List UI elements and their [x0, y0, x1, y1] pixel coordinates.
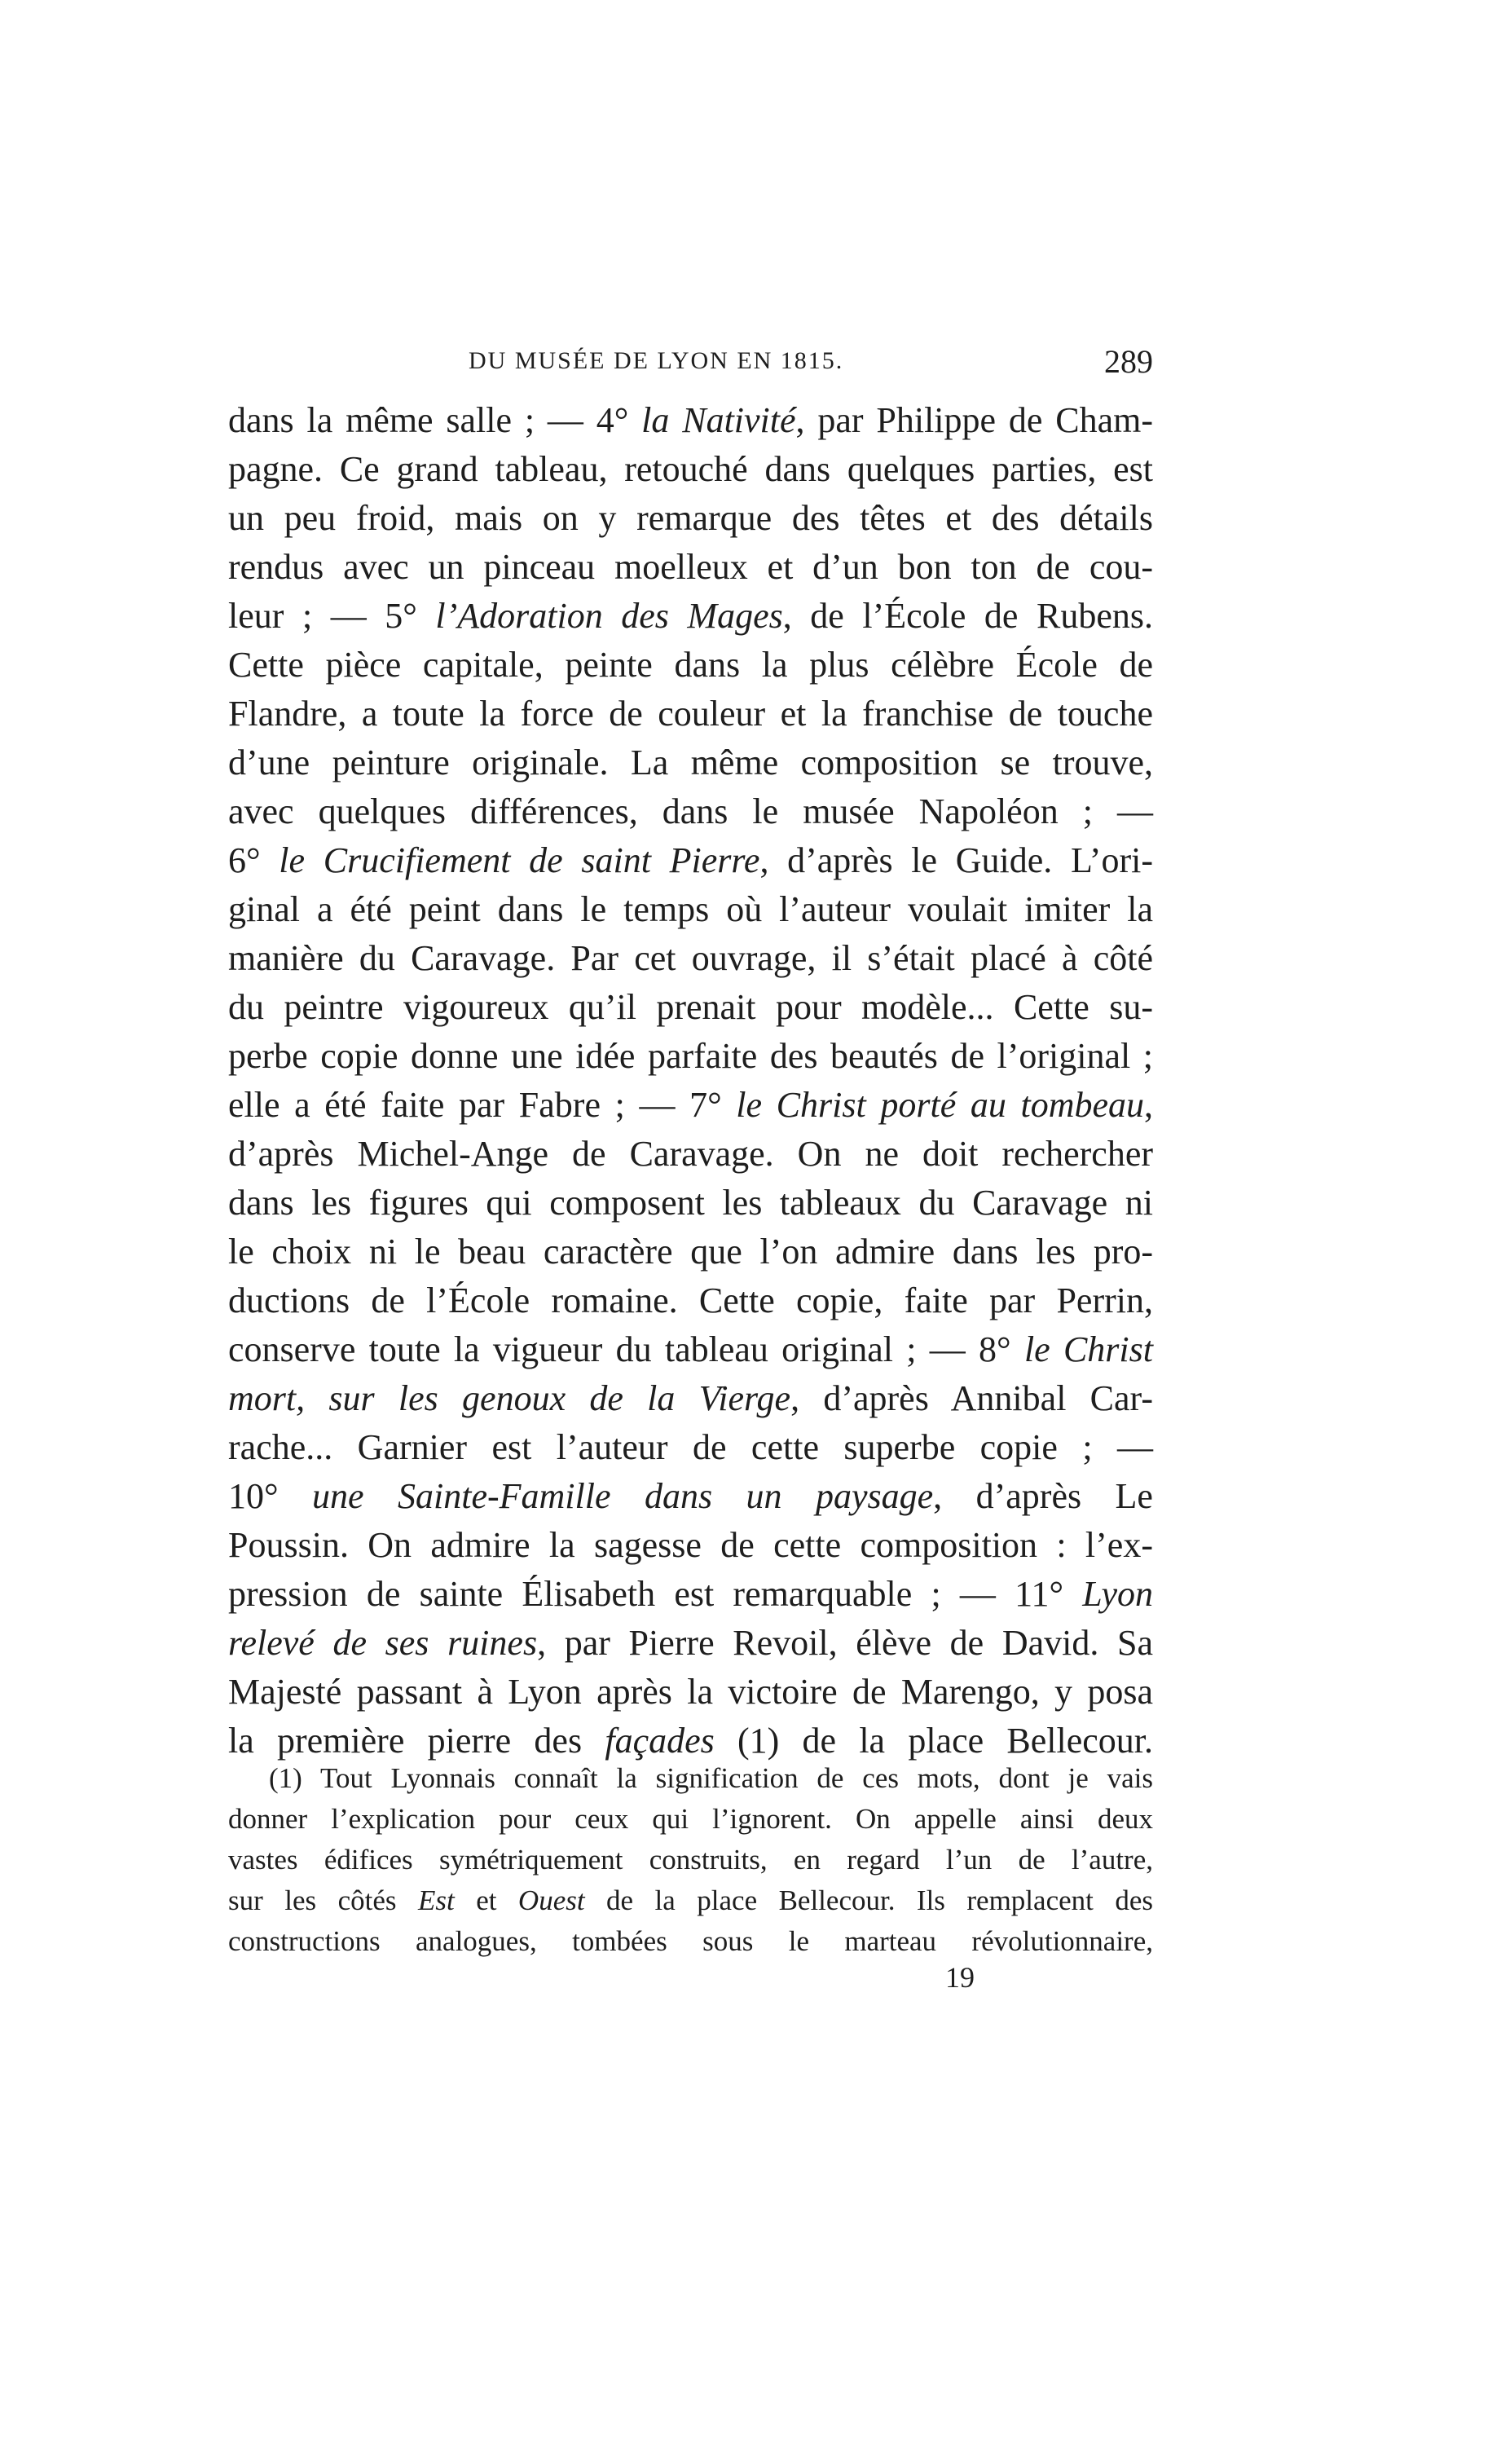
- italic-title: mort, sur les genoux de la Vierge: [228, 1378, 791, 1418]
- body-line: [228, 445, 1153, 494]
- text-run: , de l’École de Rubens.: [782, 596, 1153, 636]
- body-line: [228, 934, 1153, 983]
- body-line: [228, 1521, 1153, 1570]
- text-run: leur ; — 5°: [228, 596, 436, 636]
- page-number: 289: [1104, 343, 1153, 380]
- body-line: [228, 738, 1153, 787]
- text-run: 6°: [228, 840, 280, 880]
- italic-title: le Christ: [1023, 1329, 1154, 1369]
- text-run: la première pierre des: [228, 1721, 605, 1761]
- footnote-line: [228, 1840, 1153, 1880]
- body-line: [228, 836, 1153, 885]
- main-text: [228, 396, 1153, 1765]
- text-run: Majesté passant à Lyon après la victoire de Marengo, y posa: [228, 1672, 1153, 1712]
- italic-title: Est: [417, 1884, 455, 1916]
- body-line: [228, 1472, 1153, 1521]
- text-run: de la place Bellecour. Ils remplacent des: [584, 1884, 1153, 1916]
- running-title: DU MUSÉE DE LYON EN 1815.: [469, 347, 844, 374]
- italic-title: une Sainte-Famille dans un paysage: [312, 1476, 934, 1516]
- text-run: (1) de la place Bellecour.: [714, 1721, 1154, 1761]
- italic-title: Ouest: [517, 1884, 585, 1916]
- running-head: [228, 343, 1153, 388]
- text-run: dans les figures qui composent les tableaux du Caravage ni: [228, 1183, 1153, 1223]
- text-run: Cette pièce capitale, peinte dans la plus célèbre École de: [228, 645, 1153, 685]
- text-run: donner l’explication pour ceux qui l’ignorent. On appelle ainsi deux: [228, 1803, 1153, 1835]
- text-run: , d’après le Guide. L’ori-: [759, 840, 1153, 880]
- text-run: pression de sainte Élisabeth est remarquable ; — 11°: [228, 1574, 1083, 1614]
- italic-title: le Christ porté au tombeau: [736, 1085, 1144, 1125]
- body-line: [228, 1570, 1153, 1619]
- body-line: [228, 1228, 1153, 1276]
- body-line: [228, 1325, 1153, 1374]
- text-run: conserve toute la vigueur du tableau original ; — 8°: [228, 1329, 1024, 1369]
- body-line: [228, 690, 1153, 738]
- text-run: rendus avec un pinceau moelleux et d’un bon ton de cou-: [228, 547, 1153, 587]
- footnote-line: [228, 1758, 1153, 1799]
- body-line: [228, 641, 1153, 690]
- text-run: et: [454, 1884, 518, 1916]
- italic-title: l’Adoration des Mages: [435, 596, 783, 636]
- italic-title: la Nativité: [641, 400, 796, 440]
- text-run: dans la même salle ; — 4°: [228, 400, 642, 440]
- body-line: [228, 1276, 1153, 1325]
- text-run: d’après Michel-Ange de Caravage. On ne doit rechercher: [228, 1134, 1153, 1174]
- body-line: [228, 1423, 1153, 1472]
- body-line: [228, 1081, 1153, 1130]
- text-run: , par Philippe de Cham-: [795, 400, 1153, 440]
- body-line: [228, 1668, 1153, 1717]
- text-run: ,: [1144, 1085, 1153, 1125]
- footnote-line: [228, 1921, 1153, 1962]
- text-run: le choix ni le beau caractère que l’on admire dans les pro-: [228, 1232, 1153, 1272]
- body-line: [228, 494, 1153, 543]
- text-run: , d’après Le: [933, 1476, 1153, 1516]
- body-line: [228, 396, 1153, 445]
- text-run: du peintre vigoureux qu’il prenait pour modèle... Cette su-: [228, 987, 1153, 1027]
- body-line: [228, 1032, 1153, 1081]
- text-run: (1) Tout Lyonnais connaît la signification de ces mots, dont je vais: [269, 1762, 1153, 1794]
- text-run: Poussin. On admire la sagesse de cette composition : l’ex-: [228, 1525, 1153, 1565]
- body-line: [228, 543, 1153, 592]
- text-run: , d’après Annibal Car-: [790, 1378, 1153, 1418]
- text-run: Flandre, a toute la force de couleur et la franchise de touche: [228, 694, 1153, 734]
- text-run: constructions analogues, tombées sous le marteau révolutionnaire,: [228, 1925, 1153, 1957]
- italic-title: façades: [605, 1721, 715, 1761]
- text-run: rache... Garnier est l’auteur de cette superbe copie ; —: [228, 1427, 1153, 1467]
- body-line: [228, 592, 1153, 641]
- text-run: d’une peinture originale. La même composition se trouve,: [228, 743, 1153, 782]
- body-line: [228, 1619, 1153, 1668]
- footnote-line: [228, 1799, 1153, 1840]
- body-line: [228, 787, 1153, 836]
- italic-title: Lyon: [1082, 1574, 1153, 1614]
- body-line: [228, 1374, 1153, 1423]
- text-run: vastes édifices symétriquement construits, en regard l’un de l’autre,: [228, 1844, 1153, 1876]
- body-line: [228, 1130, 1153, 1179]
- text-run: 10°: [228, 1476, 313, 1516]
- footnote-line: [228, 1880, 1153, 1921]
- italic-title: relevé de ses ruines: [228, 1623, 538, 1663]
- text-run: un peu froid, mais on y remarque des têtes et des détails: [228, 498, 1153, 538]
- italic-title: le Crucifiement de saint Pierre: [279, 840, 760, 880]
- text-run: , par Pierre Revoil, élève de David. Sa: [537, 1623, 1154, 1663]
- text-run: perbe copie donne une idée parfaite des beautés de l’original ;: [228, 1036, 1153, 1076]
- body-line: [228, 885, 1153, 934]
- text-run: sur les côtés: [228, 1884, 418, 1916]
- text-run: ginal a été peint dans le temps où l’auteur voulait imiter la: [228, 889, 1153, 929]
- text-run: elle a été faite par Fabre ; — 7°: [228, 1085, 737, 1125]
- text-run: avec quelques différences, dans le musée Napoléon ; —: [228, 791, 1153, 831]
- text-run: manière du Caravage. Par cet ouvrage, il s’était placé à côté: [228, 938, 1153, 978]
- body-line: [228, 1179, 1153, 1228]
- signature-mark: 19: [945, 1961, 975, 1994]
- footnote: [228, 1758, 1153, 1962]
- text-run: ductions de l’École romaine. Cette copie, faite par Perrin,: [228, 1280, 1153, 1320]
- body-line: [228, 983, 1153, 1032]
- text-run: pagne. Ce grand tableau, retouché dans quelques parties, est: [228, 449, 1153, 489]
